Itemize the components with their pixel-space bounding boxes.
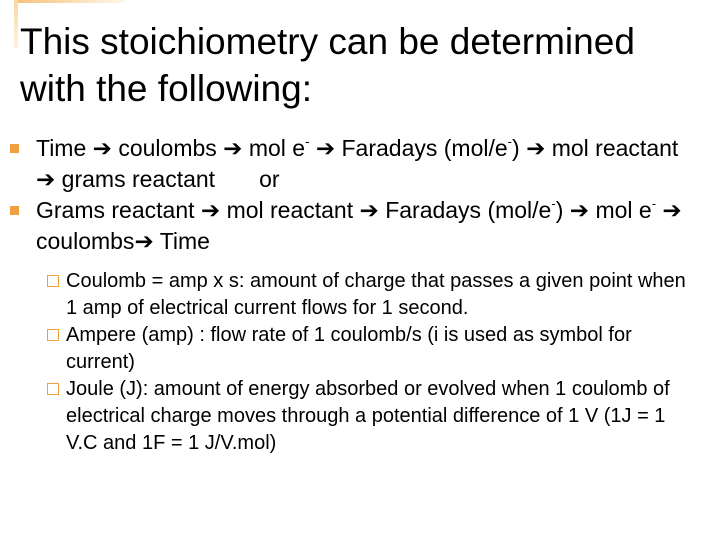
bullet-text: mol reactant: [226, 197, 354, 223]
hollow-square-bullet-icon: [47, 275, 59, 287]
hollow-square-bullet-icon: [47, 383, 59, 395]
bullet-text: Faradays (mol/e: [341, 135, 508, 161]
right-arrow-icon: ➔: [662, 197, 682, 223]
bullet-text: Time: [36, 135, 87, 161]
square-bullet-icon: [10, 206, 19, 215]
title-decoration-rule: [14, 0, 124, 3]
bullet-text: Grams reactant: [36, 197, 195, 223]
title-decoration-bar: [14, 0, 18, 48]
title-area: [0, 0, 720, 130]
hollow-square-bullet-icon: [47, 329, 59, 341]
sub-bullet-text: Ampere (amp) : flow rate of 1 coulomb/s (i is used as symbol for current): [66, 324, 632, 373]
right-arrow-icon: ➔: [223, 135, 243, 161]
right-arrow-icon: ➔: [92, 135, 112, 161]
right-arrow-icon: ➔: [315, 135, 336, 161]
sub-bullet-item-coulomb: [0, 268, 696, 322]
square-bullet-icon: [10, 144, 19, 153]
superscript-minus: -: [651, 196, 657, 212]
bullet-text: grams reactant: [61, 166, 216, 192]
sub-bullet-text: Joule (J): amount of energy absorbed or evolved when 1 coulomb of electrical charge moves through a potential difference of 1 V (1J = 1 V.C and 1F = 1 J/V.mol): [66, 378, 670, 454]
bullet-item-2: [0, 195, 690, 257]
sub-bullet-list: [0, 268, 720, 457]
bullet-list: [0, 133, 720, 257]
bullet-item-1: [0, 133, 690, 195]
bullet-text: ): [512, 135, 520, 161]
bullet-text: mol e: [595, 197, 652, 223]
right-arrow-icon: ➔: [36, 166, 56, 192]
bullet-text: Time: [159, 228, 210, 254]
bullet-text: Faradays (mol/e: [385, 197, 552, 223]
superscript-minus: -: [305, 134, 310, 150]
right-arrow-icon: ➔: [200, 197, 221, 223]
bullet-text: or: [259, 166, 280, 192]
bullet-text: ): [555, 197, 564, 223]
bullet-text: mol e: [248, 135, 306, 161]
superscript-minus: -: [551, 196, 556, 212]
sub-bullet-item-joule: [0, 376, 696, 457]
right-arrow-icon: ➔: [569, 197, 590, 223]
right-arrow-icon: ➔: [134, 228, 154, 254]
bullet-text: coulombs: [36, 228, 135, 254]
bullet-text: coulombs: [118, 135, 217, 161]
bullet-text: mol reactant: [551, 135, 679, 161]
sub-bullet-text: Coulomb = amp x s: amount of charge that passes a given point when 1 amp of electrical current flows for 1 second.: [66, 270, 686, 319]
sub-bullet-item-ampere: [0, 322, 696, 376]
right-arrow-icon: ➔: [526, 135, 546, 161]
right-arrow-icon: ➔: [359, 197, 379, 223]
slide-title: This stoichiometry can be determined with the following:: [20, 21, 635, 109]
superscript-minus: -: [507, 134, 512, 150]
